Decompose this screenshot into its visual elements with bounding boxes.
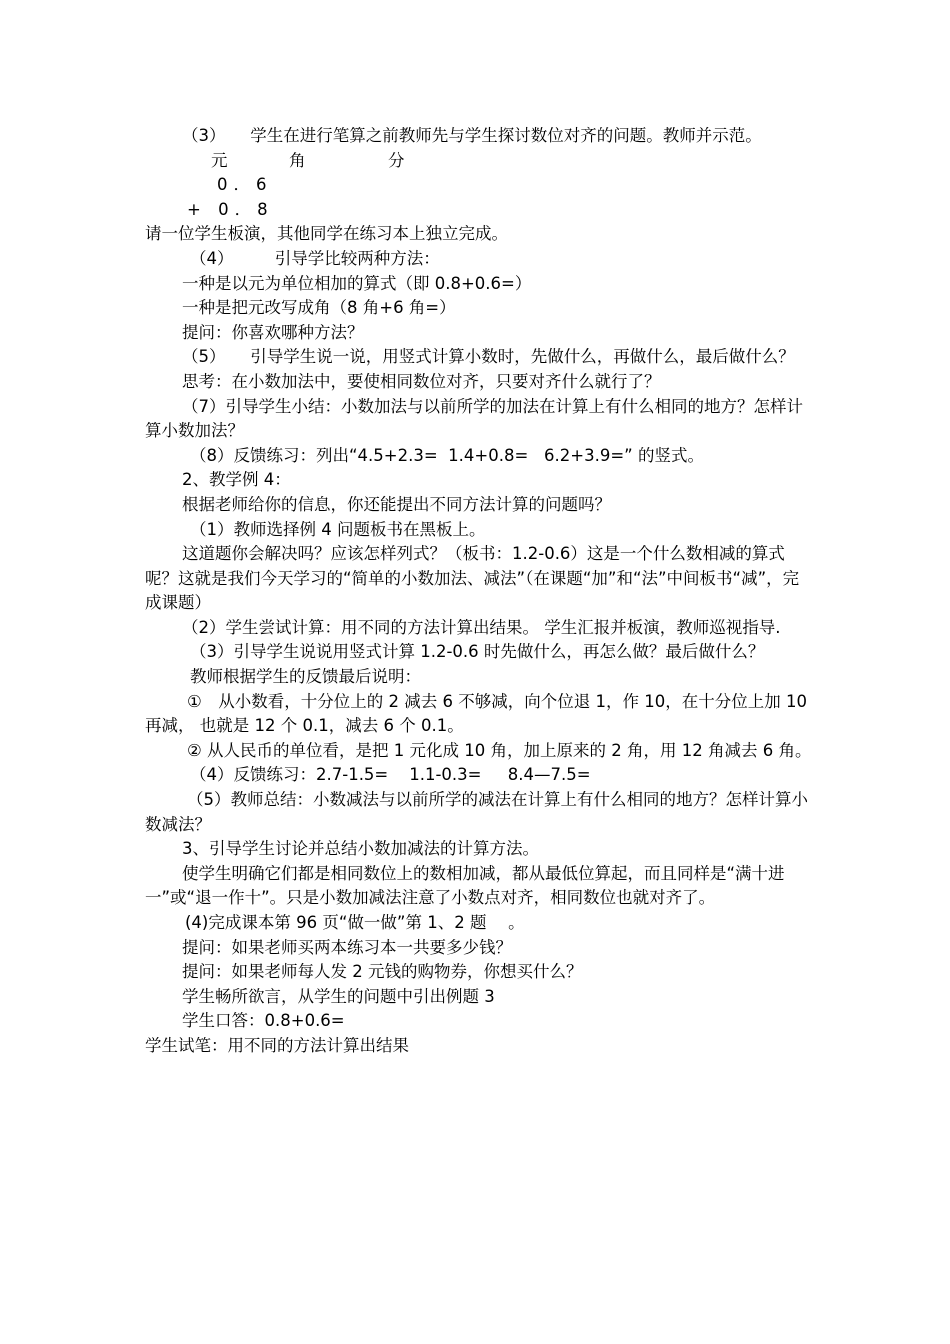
paragraph: (4)完成课本第 96 页“做一做”第 1、2 题 。: [185, 913, 525, 932]
paragraph: 提问：如果老师买两本练习本一共要多少钱？: [182, 937, 512, 957]
paragraph: 一种是以元为单位相加的算式（即 0.8+0.6=）: [182, 273, 532, 293]
paragraph: （4） 引导学比较两种方法：: [190, 248, 440, 268]
paragraph: 请一位学生板演，其他同学在练习本上独立完成。: [145, 224, 508, 244]
unit-jiao: 角: [289, 150, 306, 170]
unit-yuan: 元: [211, 150, 228, 170]
paragraph: 一种是把元改写成角（8 角+6 角=）: [182, 298, 456, 318]
paragraph: （7）引导学生小结：小数加法与以前所学的加法在计算上有什么相同的地方？怎样计算小数加法？: [145, 396, 803, 441]
section-heading: 2、教学例 4：: [182, 470, 291, 490]
paragraph: ① 从小数看，十分位上的 2 减去 6 不够减，向个位退 1，作 10，在十分位上加 10 再减， 也就是 12 个 0.1，减去 6 个 0.1。: [145, 691, 813, 736]
paragraph: 学生畅所欲言，从学生的问题中引出例题 3: [182, 986, 495, 1006]
document-body: [145, 124, 815, 1059]
paragraph: （1）教师选择例 4 问题板书在黑板上。: [190, 519, 486, 539]
paragraph: （4）反馈练习：2.7-1.5= 1.1-0.3= 8.4—7.5=: [190, 765, 591, 785]
paragraph: （5） 引导学生说一说，用竖式计算小数时，先做什么，再做什么，最后做什么？: [182, 347, 795, 367]
paragraph: 使学生明确它们都是相同数位上的数相加减，都从最低位算起，而且同样是“满十进一”或“退一作十”。只是小数加减法注意了小数点对齐，相同数位也就对齐了。: [145, 863, 785, 908]
paragraph: 思考：在小数加法中，要使相同数位对齐，只要对齐什么就行了？: [182, 371, 661, 391]
vertical-calc-line: 0．6: [217, 175, 273, 195]
paragraph: 提问：你喜欢哪种方法？: [182, 322, 364, 342]
section-heading: 3、引导学生讨论并总结小数加减法的计算方法。: [182, 839, 539, 859]
unit-fen: 分: [388, 150, 405, 170]
paragraph: （2）学生尝试计算：用不同的方法计算出结果。 学生汇报并板演，教师巡视指导.: [182, 617, 781, 637]
paragraph: 提问：如果老师每人发 2 元钱的购物券，你想买什么？: [182, 962, 583, 982]
paragraph: 学生试笔：用不同的方法计算出结果: [145, 1035, 409, 1055]
paragraph: 这道题你会解决吗？应该怎样列式？（板书：1.2-0.6）这是一个什么数相减的算式呢？这就是我们今天学习的“简单的小数加法、减法”（在课题“加”和“法”中间板书“减”，完成课题）: [145, 544, 800, 613]
paragraph: （5）教师总结：小数减法与以前所学的减法在计算上有什么相同的地方？怎样计算小数减法？: [145, 790, 808, 834]
vertical-calc-line: + 0．8: [187, 199, 274, 219]
paragraph: 学生口答：0.8+0.6=: [182, 1011, 345, 1031]
paragraph: （3） 学生在进行笔算之前教师先与学生探讨数位对齐的问题。教师并示范。: [182, 126, 762, 145]
paragraph: 根据老师给你的信息，你还能提出不同方法计算的问题吗？: [182, 494, 611, 514]
unit-header-row: [145, 149, 815, 174]
paragraph: 教师根据学生的反馈最后说明：: [190, 667, 421, 687]
paragraph: （8）反馈练习：列出“4.5+2.3= 1.4+0.8= 6.2+3.9=” 的竖式。: [190, 445, 704, 465]
paragraph: ② 从人民币的单位看，是把 1 元化成 10 角，加上原来的 2 角，用 12 角减去 6 角。: [187, 740, 812, 760]
paragraph: （3）引导学生说说用竖式计算 1.2-0.6 时先做什么，再怎么做？最后做什么？: [190, 642, 765, 662]
